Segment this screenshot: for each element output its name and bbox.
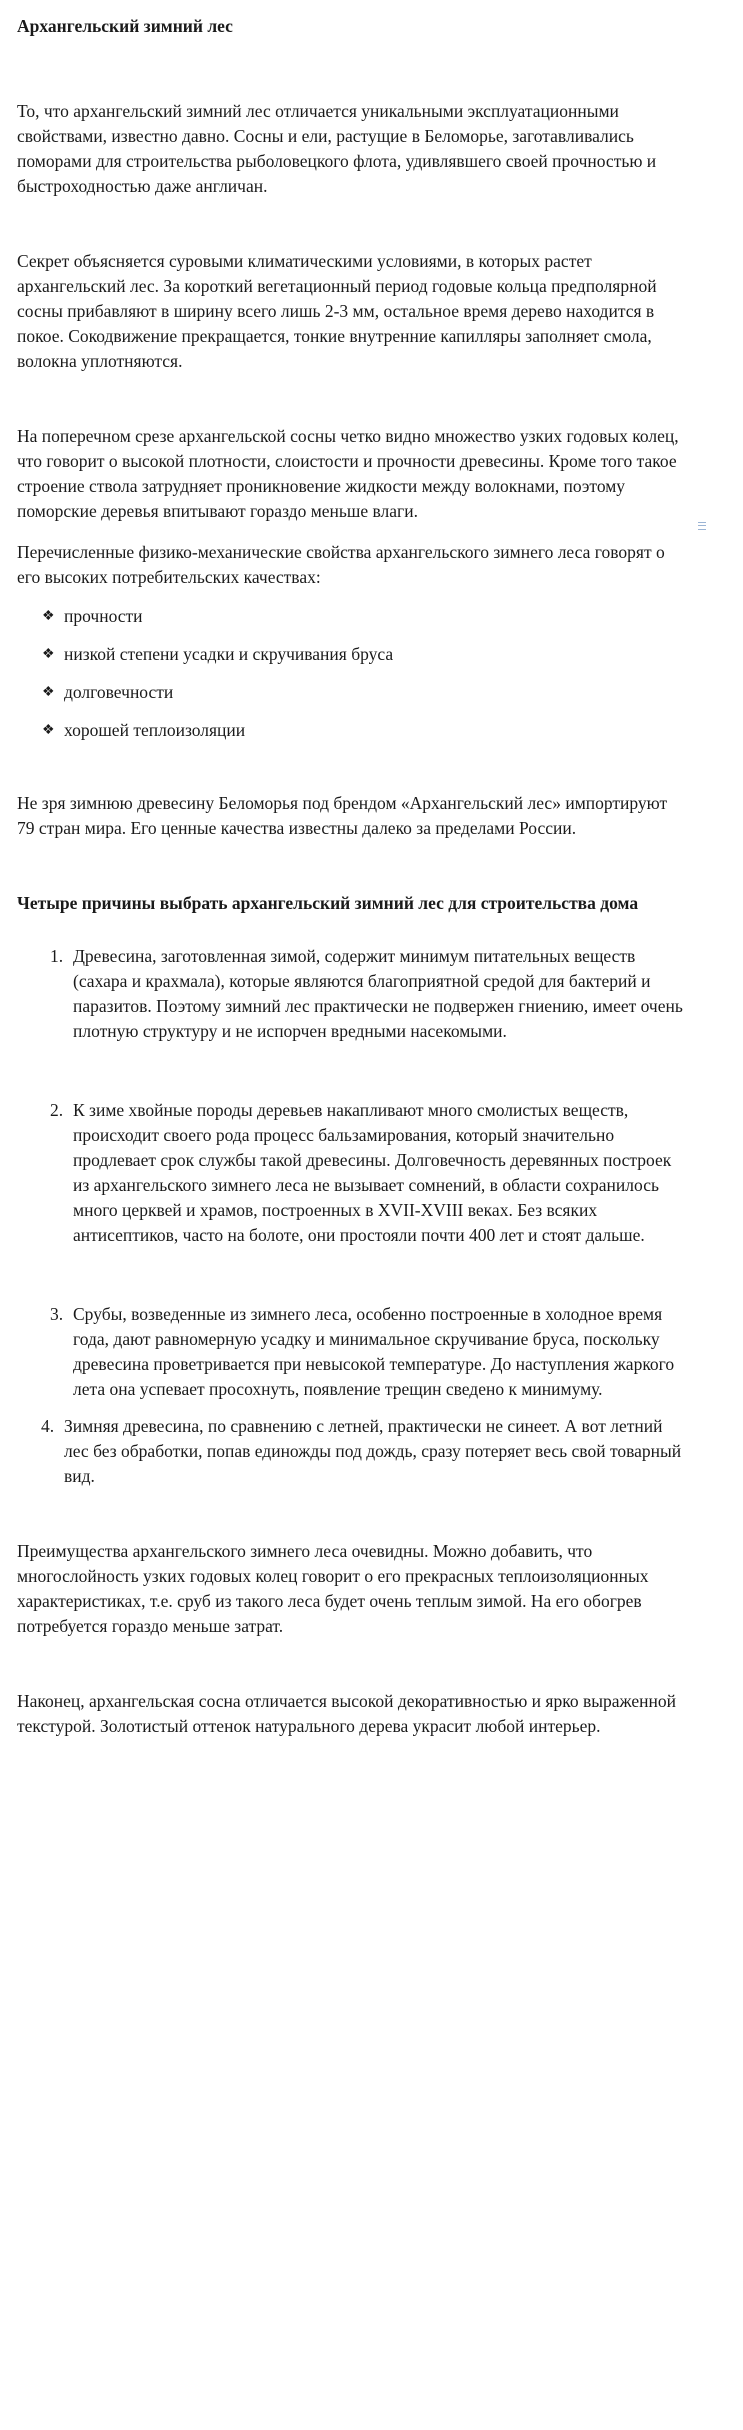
diamond-bullet-icon: ❖ [42, 609, 55, 624]
paragraph-advantages: Преимущества архангельского зимнего леса очевидны. Можно добавить, что многослойность узких годовых колец говорит о его прекрасных теплоизоляционных характеристиках, т.е. сруб из такого леса будет очень теплым зимой. На его обогрев потребуется гораздо меньше затрат. [17, 1541, 649, 1636]
anchor-marker-icon [698, 522, 706, 530]
qualities-list [17, 604, 687, 743]
paragraph-cross-section: На поперечном срезе архангельской сосны четко видно множество узких годовых колец, что говорит о высокой плотности, слоистости и прочности древесины. Кроме того такое строение ствола затрудняет проникновение жидкости между волокнами, поэтому поморские деревья впитывают гораздо меньше влаги. [17, 426, 679, 521]
list-item: 2. К зиме хвойные породы деревьев накапливают много смолистых веществ, происходит своего рода процесс бальзамирования, который значительно продлевает срок службы такой древесины. Долговечность деревянных построек из архангельского зимнего леса не вызывает сомнений, в области сохранилось много церквей и храмов, построенных в XVII-XVIII веках. Без всяких антисептиков, часто на болоте, они простояли почти 400 лет и стоят дальше. [50, 1100, 672, 1245]
list-item: ❖ прочности [42, 604, 687, 629]
list-item: 4. Зимняя древесина, по сравнению с летней, практически не синеет. А вот летний лес без обработки, попав единожды под дождь, сразу потеряет весь свой товарный вид. [41, 1416, 682, 1486]
paragraph-properties: Перечисленные физико-механические свойства архангельского зимнего леса говорят о его высоких потребительских качествах: [17, 542, 665, 587]
diamond-bullet-icon: ❖ [42, 723, 55, 738]
paragraph-decorative: Наконец, архангельская сосна отличается высокой декоративностью и ярко выраженной текстурой. Золотистый оттенок натурального дерева украсит любой интерьер. [17, 1691, 676, 1736]
list-item: ❖ долговечности [42, 680, 687, 705]
reasons-heading: Четыре причины выбрать архангельский зимний лес для строительства дома [17, 893, 639, 913]
list-item: 3. Срубы, возведенные из зимнего леса, особенно построенные в холодное время года, дают равномерную усадку и минимальное скручивание бруса, поскольку древесина проветривается при невысокой температуре. До наступления жаркого лета она успевает просохнуть, появление трещин сведено к минимуму. [50, 1304, 675, 1399]
list-item: 1. Древесина, заготовленная зимой, содержит минимум питательных веществ (сахара и крахмала), которые являются благоприятной средой для бактерий и паразитов. Поэтому зимний лес практически не подвержен гниению, имеет очень плотную структуру и не испорчен вредными насекомыми. [50, 946, 683, 1041]
article-title: Архангельский зимний лес [17, 16, 233, 36]
diamond-bullet-icon: ❖ [42, 647, 55, 662]
paragraph-import: Не зря зимнюю древесину Беломорья под брендом «Архангельский лес» импортируют 79 стран мира. Его ценные качества известны далеко за пределами России. [17, 793, 668, 838]
article [17, 14, 687, 1739]
list-item: ❖ хорошей теплоизоляции [42, 718, 687, 743]
paragraph-secret: Секрет объясняется суровыми климатическими условиями, в которых растет архангельский лес. За короткий вегетационный период годовые кольца предполярной сосны прибавляют в ширину всего лишь 2-3 мм, остальное время дерево находится в покое. Сокодвижение прекращается, тонкие внутренние капилляры заполняет смола, волокна уплотняются. [17, 251, 657, 371]
list-item: ❖ низкой степени усадки и скручивания бруса [42, 642, 687, 667]
diamond-bullet-icon: ❖ [42, 685, 55, 700]
paragraph-intro: То, что архангельский зимний лес отличается уникальными эксплуатационными свойствами, известно давно. Сосны и ели, растущие в Беломорье, заготавливались поморами для строительства рыболовецкого флота, удивлявшего своей прочностью и быстроходностью даже англичан. [17, 101, 657, 196]
reasons-list [17, 944, 687, 1489]
